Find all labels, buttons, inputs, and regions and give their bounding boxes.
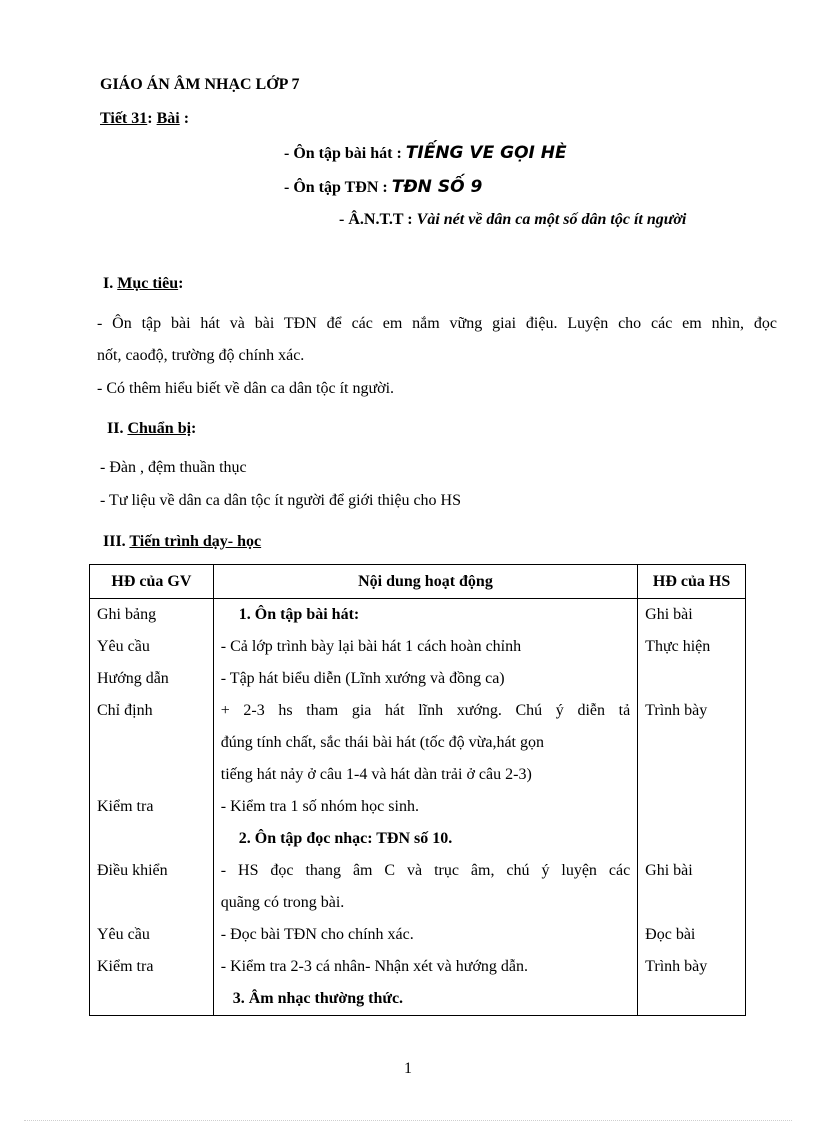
topic-song-value: TIẾNG VE GỌI HÈ bbox=[405, 143, 567, 163]
table-header-row bbox=[90, 565, 746, 599]
section1-colon: : bbox=[178, 275, 184, 292]
topic-tdn-value: TĐN SỐ 9 bbox=[391, 177, 483, 197]
lesson-bai: Bài bbox=[156, 110, 180, 127]
hs-item bbox=[645, 727, 738, 759]
header-gv: HĐ của GV bbox=[90, 565, 214, 599]
nd-section-2-title: 2. Ôn tập đọc nhạc: TĐN số 10. bbox=[238, 830, 453, 847]
hs-item: Đọc bài bbox=[645, 926, 696, 943]
topic-antt-label: - Â.N.T.T : bbox=[339, 211, 413, 228]
gv-item bbox=[97, 759, 206, 791]
topic-tdn-label: - Ôn tập TĐN : bbox=[284, 179, 388, 196]
section1-heading bbox=[103, 275, 183, 293]
topic-song-label: - Ôn tập bài hát : bbox=[284, 145, 402, 162]
hs-item: Trình bày bbox=[645, 702, 708, 719]
gv-item bbox=[97, 887, 206, 919]
gv-item: Yêu cầu bbox=[97, 638, 150, 655]
section3-heading bbox=[103, 533, 261, 551]
gv-item: Yêu cầu bbox=[97, 926, 150, 943]
section2-colon: : bbox=[191, 420, 197, 437]
lesson-colon: : bbox=[183, 110, 190, 127]
nd-line: + 2-3 hs tham gia hát lĩnh xướng. Chú ý diễn tả bbox=[220, 702, 631, 719]
nd-line: đúng tính chất, sắc thái bài hát (tốc độ vừa,hát gọn bbox=[220, 734, 544, 751]
topic-antt bbox=[339, 211, 686, 229]
hs-item: Ghi bài bbox=[645, 862, 693, 879]
section1-line-3: - Có thêm hiểu biết về dân ca dân tộc ít người. bbox=[97, 380, 395, 397]
gv-item: Ghi bảng bbox=[97, 606, 157, 623]
lesson-tiet: Tiết 31 bbox=[100, 110, 148, 127]
nd-section-3-title: 3. Âm nhạc thường thức. bbox=[232, 990, 404, 1007]
nd-section-1-title: 1. Ôn tập bài hát: bbox=[238, 606, 360, 623]
section1-line-1: - Ôn tập bài hát và bài TĐN để các em nắm vững giai điệu. Luyện cho các em nhìn, đọc bbox=[97, 315, 777, 332]
hs-item bbox=[645, 791, 738, 823]
lesson-sep: : bbox=[147, 110, 153, 127]
nd-line: - Tập hát biểu diễn (Lĩnh xướng và đồng ca) bbox=[220, 670, 505, 687]
section1-num: I. bbox=[103, 275, 114, 292]
footer-divider bbox=[24, 1120, 792, 1121]
section2-line-2: - Tư liệu về dân ca dân tộc ít người để giới thiệu cho HS bbox=[100, 492, 461, 509]
page-number: 1 bbox=[404, 1060, 412, 1077]
lesson-plan-table bbox=[89, 564, 746, 1016]
lesson-line bbox=[100, 110, 189, 128]
nd-line: quãng có trong bài. bbox=[220, 894, 345, 911]
gv-item: Kiểm tra bbox=[97, 958, 154, 975]
section2-heading bbox=[107, 420, 196, 438]
hs-item bbox=[645, 663, 738, 695]
nd-line: - HS đọc thang âm C và trục âm, chú ý luyện các bbox=[220, 862, 631, 879]
nd-line: - Kiểm tra 2-3 cá nhân- Nhận xét và hướng dẫn. bbox=[220, 958, 528, 975]
nd-line: - Đọc bài TĐN cho chính xác. bbox=[220, 926, 414, 943]
hs-item bbox=[645, 887, 738, 919]
gv-item bbox=[97, 983, 206, 1015]
nd-line: - Kiểm tra 1 số nhóm học sinh. bbox=[220, 798, 419, 815]
hs-item bbox=[645, 759, 738, 791]
noi-dung-column bbox=[213, 599, 637, 1016]
gv-item bbox=[97, 727, 206, 759]
hs-item: Ghi bài bbox=[645, 606, 693, 623]
section1-line-2: nốt, caođộ, trường độ chính xác. bbox=[97, 347, 305, 364]
section2-title: Chuẩn bị bbox=[127, 420, 192, 437]
hs-item bbox=[645, 823, 738, 855]
gv-item: Hướng dẫn bbox=[97, 670, 169, 687]
nd-line: - Cả lớp trình bày lại bài hát 1 cách hoàn chỉnh bbox=[220, 638, 522, 655]
section1-title: Mục tiêu bbox=[117, 275, 179, 292]
hs-column bbox=[638, 599, 746, 1016]
header-noi-dung: Nội dung hoạt động bbox=[213, 565, 637, 599]
header-hs: HĐ của HS bbox=[638, 565, 746, 599]
hs-item: Thực hiện bbox=[645, 638, 711, 655]
section3-num: III. bbox=[103, 533, 126, 550]
topic-tdn bbox=[284, 177, 482, 197]
gv-item: Điều khiển bbox=[97, 862, 168, 879]
topic-song bbox=[284, 143, 567, 163]
section2-line-1: - Đàn , đệm thuần thục bbox=[100, 459, 247, 476]
gv-item: Kiểm tra bbox=[97, 798, 154, 815]
hs-item bbox=[645, 983, 738, 1015]
section2-num: II. bbox=[107, 420, 124, 437]
gv-column bbox=[90, 599, 214, 1016]
hs-item: Trình bày bbox=[645, 958, 708, 975]
gv-item bbox=[97, 823, 206, 855]
topic-antt-value: Vài nét về dân ca một số dân tộc ít người bbox=[416, 211, 687, 228]
nd-line: tiếng hát nảy ở câu 1-4 và hát dàn trải ở câu 2-3) bbox=[220, 766, 532, 783]
gv-item: Chỉ định bbox=[97, 702, 153, 719]
table-body-row bbox=[90, 599, 746, 1016]
doc-title: GIÁO ÁN ÂM NHẠC LỚP 7 bbox=[100, 76, 300, 93]
section3-title: Tiến trình dạy- học bbox=[129, 533, 262, 550]
